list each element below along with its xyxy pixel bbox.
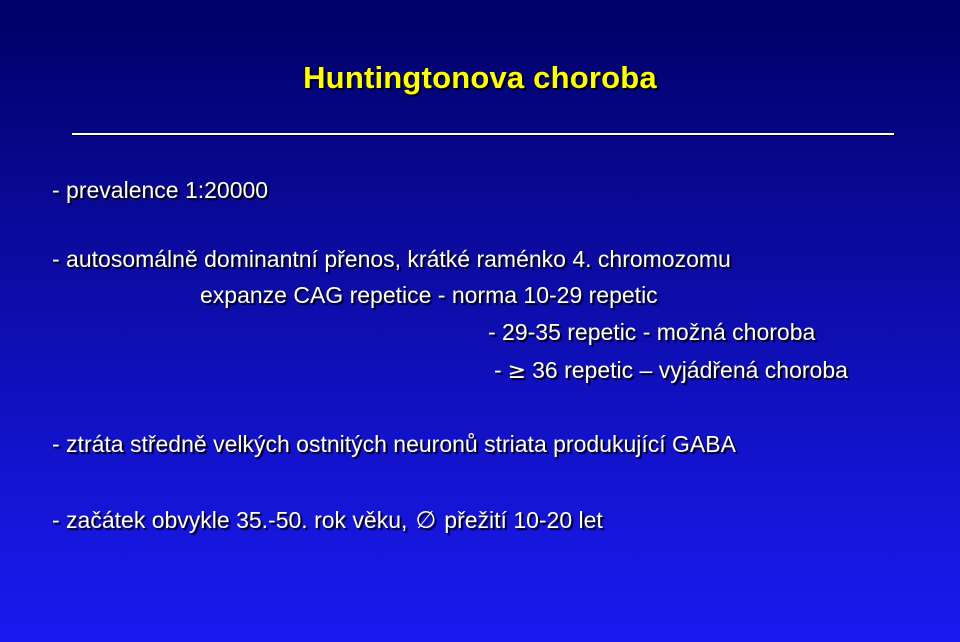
survival-text: přežití 10-20 let	[444, 507, 603, 533]
expansion-line: expanze CAG repetice - norma 10-29 repetic	[200, 282, 658, 308]
onset-text: - začátek obvykle 35.-50. rok věku,	[52, 507, 408, 533]
neuron-loss-line: - ztráta středně velkých ostnitých neuronů striata produkující GABA	[52, 431, 736, 457]
possible-disease-line: - 29-35 repetic - možná choroba	[488, 319, 816, 345]
manifest-disease-line	[494, 357, 848, 384]
prevalence-line: - prevalence 1:20000	[52, 177, 269, 203]
manifest-text: 36 repetic – vyjádřená choroba	[532, 357, 848, 383]
empty-set-symbol: ∅	[415, 506, 437, 534]
slide-title: Huntingtonova choroba	[303, 60, 657, 95]
title-underline	[72, 133, 894, 135]
inheritance-line: - autosomálně dominantní přenos, krátké raménko 4. chromozomu	[52, 246, 731, 272]
manifest-prefix: -	[494, 357, 502, 383]
onset-line	[52, 506, 603, 534]
greater-equal-symbol: ≥	[507, 359, 527, 384]
